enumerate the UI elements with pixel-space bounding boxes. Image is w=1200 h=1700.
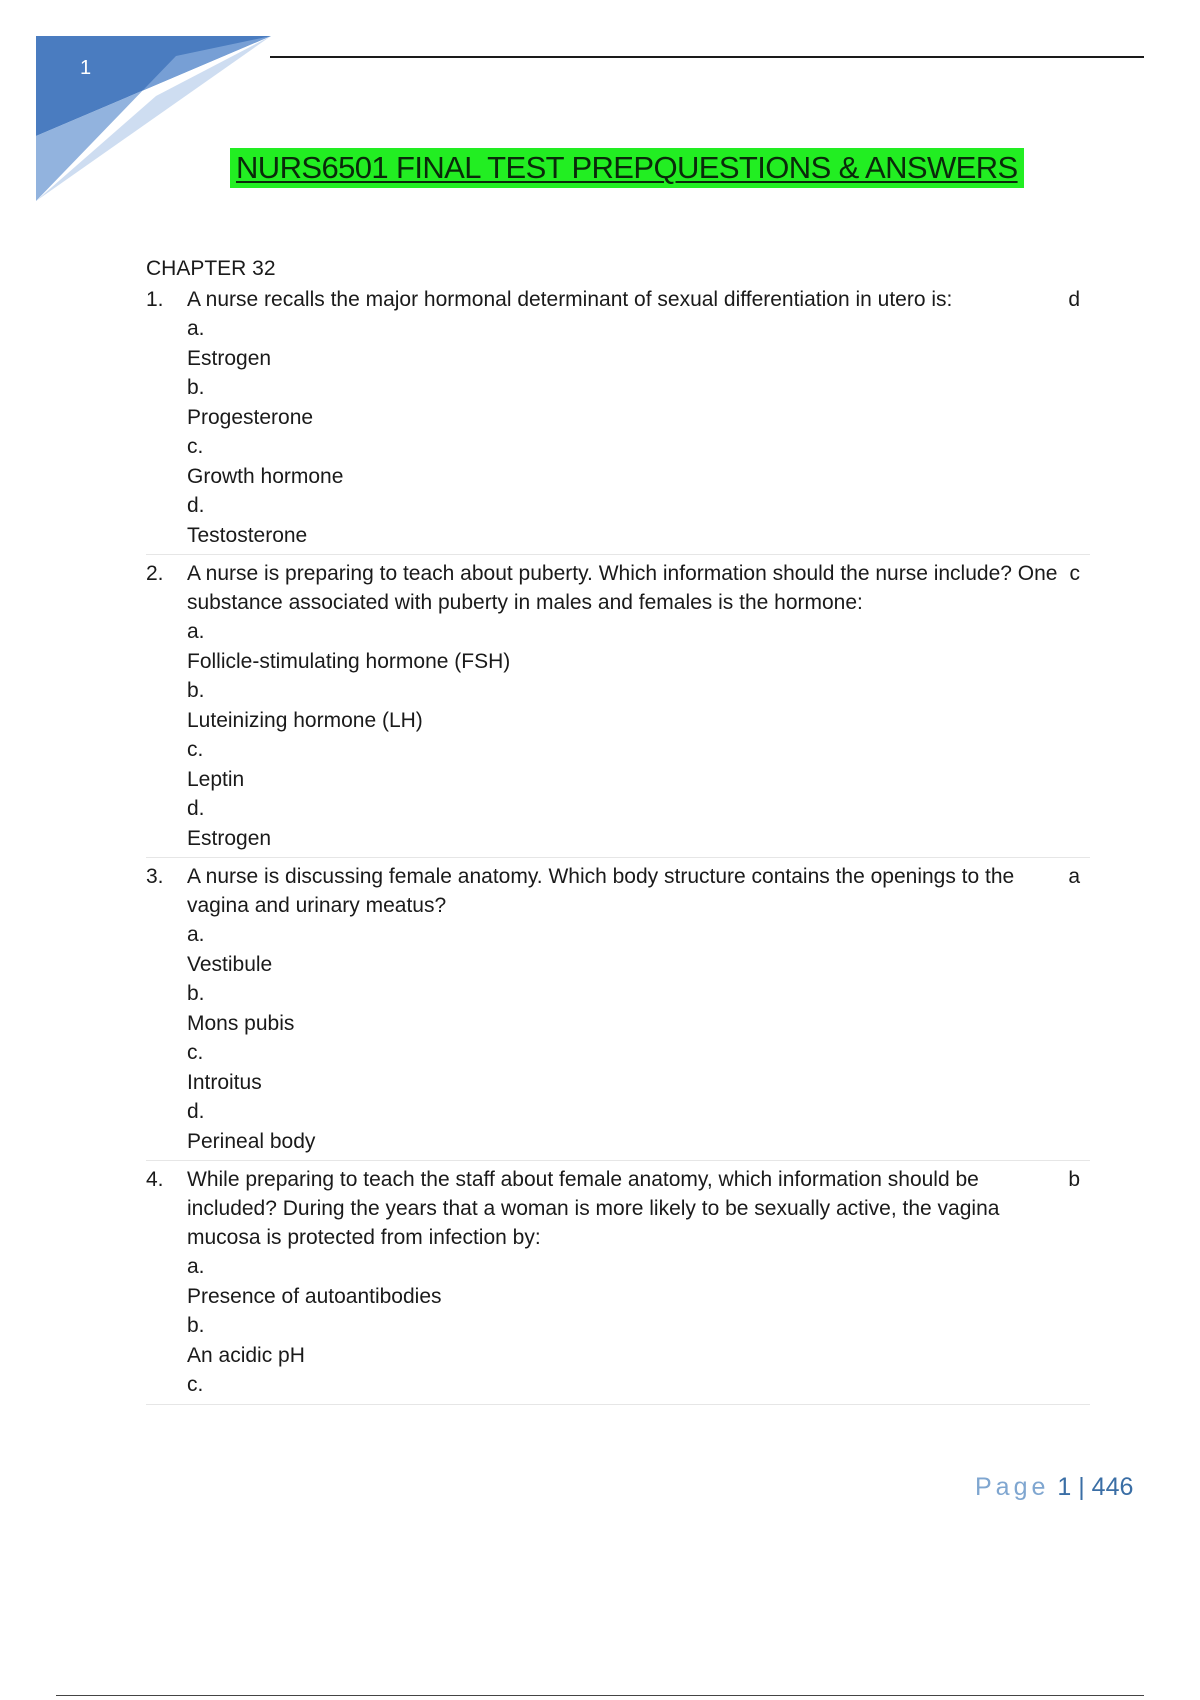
option-text: Mons pubis (187, 1011, 295, 1035)
page-label: Page (975, 1473, 1050, 1501)
option-letter: c. (187, 1373, 204, 1396)
option-letter: d. (187, 1100, 205, 1123)
question-number: 3. (146, 865, 164, 888)
option-letter: d. (187, 494, 205, 517)
question-number: 1. (146, 288, 164, 311)
option-letter: d. (187, 797, 205, 820)
corner-page-number: 1 (80, 57, 92, 79)
question-text: While preparing to teach the staff about female anatomy, which information should be included? During the years that a woman is more likely to be sexually active, the vagina mucosa is protected from infection by: (187, 1168, 1000, 1249)
header-rule (270, 56, 1144, 58)
option-text: Leptin (187, 767, 245, 791)
page-count: 1 | 446 (1057, 1473, 1134, 1501)
option-text: An acidic pH (187, 1343, 305, 1367)
option-text: Estrogen (187, 346, 272, 370)
question-number: 2. (146, 562, 164, 585)
option-text: Estrogen (187, 826, 272, 850)
answer-key: d (1068, 288, 1080, 311)
bottom-rule (56, 1695, 1144, 1696)
option-letter: b. (187, 1314, 205, 1337)
option-text: Presence of autoantibodies (187, 1284, 442, 1308)
content (146, 255, 1090, 1409)
option-text: Follicle-stimulating hormone (FSH) (187, 649, 511, 673)
option-letter: c. (187, 435, 204, 458)
option-text: Introitus (187, 1070, 262, 1094)
question-number: 4. (146, 1168, 164, 1191)
question-4 (146, 1165, 1090, 1405)
option-text: Testosterone (187, 523, 308, 547)
question-text: A nurse is discussing female anatomy. Which body structure contains the openings to the vagina and urinary meatus? (187, 865, 1015, 917)
question-text: A nurse is preparing to teach about puberty. Which information should the nurse include? One substance associated with puberty in males and females is the hormone: (187, 562, 1058, 614)
option-letter: b. (187, 376, 205, 399)
option-text: Luteinizing hormone (LH) (187, 708, 423, 732)
option-letter: c. (187, 1041, 204, 1064)
option-letter: c. (187, 738, 204, 761)
option-letter: a. (187, 923, 205, 946)
option-letter: a. (187, 620, 205, 643)
question-text: A nurse recalls the major hormonal determinant of sexual differentiation in utero is: (187, 288, 953, 311)
option-letter: b. (187, 679, 205, 702)
answer-key: c (1069, 562, 1080, 585)
option-letter: a. (187, 1255, 205, 1278)
answer-key: a (1068, 865, 1080, 888)
option-text: Vestibule (187, 952, 273, 976)
document-title: NURS6501 FINAL TEST PREPQUESTIONS & ANSWERS (230, 148, 1024, 188)
option-text: Growth hormone (187, 464, 344, 488)
question-1 (146, 285, 1090, 555)
option-letter: b. (187, 982, 205, 1005)
option-text: Perineal body (187, 1129, 316, 1153)
chapter-heading: CHAPTER 32 (146, 257, 276, 280)
question-3 (146, 862, 1090, 1161)
option-text: Progesterone (187, 405, 314, 429)
option-letter: a. (187, 317, 205, 340)
page-footer (975, 1473, 1133, 1502)
question-2 (146, 559, 1090, 858)
answer-key: b (1068, 1168, 1080, 1191)
